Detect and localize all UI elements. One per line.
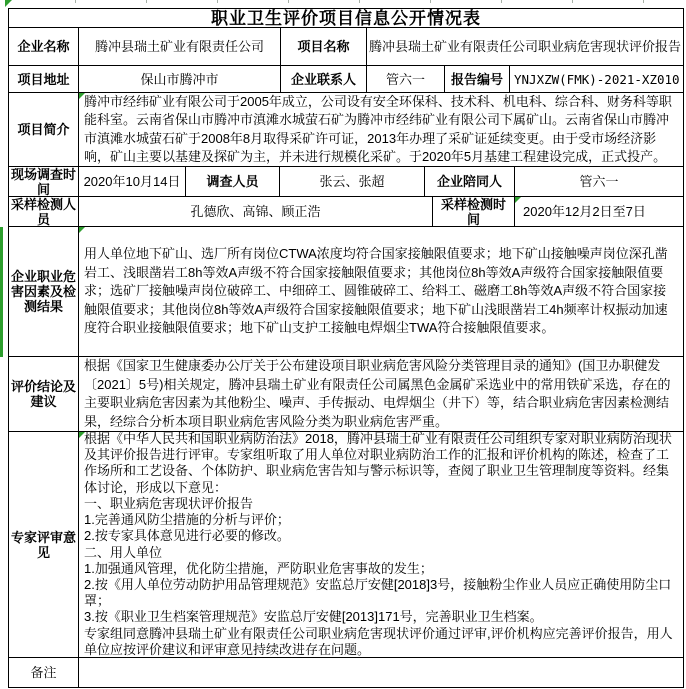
page-title: 职业卫生评价项目信息公开情况表	[211, 9, 481, 27]
remarks-row	[9, 658, 683, 687]
remarks-value	[79, 658, 683, 687]
disclosure-table	[8, 8, 684, 688]
project-intro-value: 腾冲市经纬矿业有限公司于2005年成立，公司设有安全环保科、技术科、机电科、综合科、财务科等职能科室。云南省保山市腾冲市滇滩水城萤石矿为腾冲市经纬矿业有限公司下属矿山。云南省保山市腾冲市滇滩水城萤石矿于2008年8月取得采矿许可证，2013年办理了采矿证延续变更。由于受市场经济影响，矿山主要以基建及探矿为主，并未进行规模化采矿。于2020年5月基建工程建设完成，正式投产。	[79, 93, 683, 166]
title-row	[9, 9, 683, 28]
sampling-date-label: 采样检测时间	[433, 197, 515, 226]
surveyors-value: 张云、张超	[280, 167, 425, 196]
expert-review-label: 专家评审意见	[9, 432, 79, 657]
surveyors-label: 调查人员	[186, 167, 280, 196]
address-contact-row	[9, 66, 683, 93]
hazard-results-value: 用人单位地下矿山、选厂所有岗位CTWA浓度均符合国家接触限值要求；地下矿山接触噪声岗位深孔凿岩工、浅眼凿岩工8h等效A声级不符合国家接触限值要求；其他岗位8h等效A声级符合国家接触限值要求；选矿厂接触噪声岗位破碎工、中细碎工、圆锥破碎工、给料工、磁磨工8h等效A声级不符合国家接触限值要求；其他岗位8h等效A声级符合国家接触限值要求；地下矿山浅眼凿岩工4h频率计权振动加速度符合职业接触限值要求；地下矿山支护工接触电焊烟尘TWA符合接触限值要求。	[79, 227, 683, 356]
company-escort-value: 管六一	[579, 174, 619, 189]
expert-review-line: 二、用人单位	[84, 544, 163, 560]
company-escort-label: 企业陪同人	[425, 167, 515, 196]
conclusion-value: 根据《国家卫生健康委办公厅关于公布建设项目职业病危害风险分类管理目录的通知》(国卫办职健发〔2021〕5号)相关规定，腾冲县瑞土矿业有限责任公司属黑色金属矿采选业中的常用铁矿采选，存在的主要职业病危害因素为其他粉尘、噪声、手传振动、电焊烟尘（井下）等，结合职业病危害因素检测结果，经综合分析本项目职业病危害风险分类为职业病危害严重。	[84, 358, 671, 429]
project-address-label: 项目地址	[9, 66, 79, 92]
sampling-row	[9, 197, 683, 227]
project-intro-label: 项目简介	[9, 93, 79, 166]
expert-review-line: 根据《中华人民共和国职业病防治法》2018，腾冲县瑞土矿业有限责任公司组织专家对职业病防治现状及其评价报告进行评审。专家组听取了用人单位对职业病防治工作的汇报和评价机构的陈述，检查了工作场所和工艺设备、个体防护、职业病危害告知与警示标识等，查阅了职业卫生管理制度等资料。经集体讨论，形成以下意见：	[84, 432, 672, 495]
expert-review-row	[9, 432, 683, 658]
company-contact-value: 管六一	[367, 66, 445, 92]
company-project-row	[9, 28, 683, 66]
report-number-value: YNJXZW(FMK)-2021-XZ010	[514, 71, 680, 87]
comment-flag-icon	[5, 0, 12, 7]
comment-flag-icon	[515, 197, 521, 203]
conclusion-label: 评价结论及建议	[9, 357, 79, 431]
sampling-staff-label: 采样检测人员	[9, 197, 79, 226]
hazard-results-row	[9, 227, 683, 357]
project-name-value: 腾冲县瑞土矿业有限责任公司职业病危害现状评价报告	[368, 39, 681, 54]
expert-review-line: 1.加强通风管理，优化防尘措施，严防职业危害事故的发生；	[84, 560, 433, 576]
expert-review-line: 3.按《职业卫生档案管理规范》安监总厅安健[2013]171号，完善职业卫生档案。	[84, 609, 543, 625]
expert-review-line: 2.按《用人单位劳动防护用品管理规范》安监总厅安健[2018]3号，接触粉尘作业人员应正确使用防尘口罩；	[84, 576, 672, 609]
sheet-column-gridline-ticks	[5, 0, 685, 3]
expert-review-line: 1.完善通风防尘措施的分析与评价；	[84, 512, 290, 528]
project-address-value: 保山市腾冲市	[79, 66, 281, 92]
company-name-value: 腾冲县瑞土矿业有限责任公司	[79, 28, 281, 65]
conclusion-row	[9, 357, 683, 432]
comment-flag-icon	[79, 227, 85, 233]
survey-date-value: 2020年10月14日	[79, 167, 186, 196]
expert-review-line: 2.按专家具体意见进行必要的修改。	[84, 528, 290, 544]
project-name-label: 项目名称	[281, 28, 367, 65]
survey-date-label: 现场调查时间	[9, 167, 79, 196]
survey-row	[9, 167, 683, 197]
comment-flag-icon	[79, 432, 85, 438]
company-name-label: 企业名称	[9, 28, 79, 65]
comment-flag-icon	[79, 93, 85, 99]
expert-review-value	[79, 432, 683, 657]
remarks-label: 备注	[9, 658, 79, 687]
company-contact-label: 企业联系人	[281, 66, 367, 92]
project-intro-row	[9, 93, 683, 167]
sampling-staff-value: 孔德欣、高锦、顾正浩	[79, 197, 433, 226]
expert-review-line: 一、职业病危害现状评价报告	[84, 495, 254, 511]
row-highlight-bar	[0, 227, 3, 357]
sampling-date-value: 2020年12月2日至7日	[515, 197, 683, 226]
report-number-label: 报告编号	[445, 66, 510, 92]
expert-review-line: 专家组同意腾冲县瑞土矿业有限责任公司职业病危害现状评价通过评审,评价机构应完善评价报告，用人单位应按评价建议和评审意见持续改进存在问题。	[84, 625, 673, 657]
hazard-results-label: 企业职业危害因素及检测结果	[9, 227, 79, 356]
